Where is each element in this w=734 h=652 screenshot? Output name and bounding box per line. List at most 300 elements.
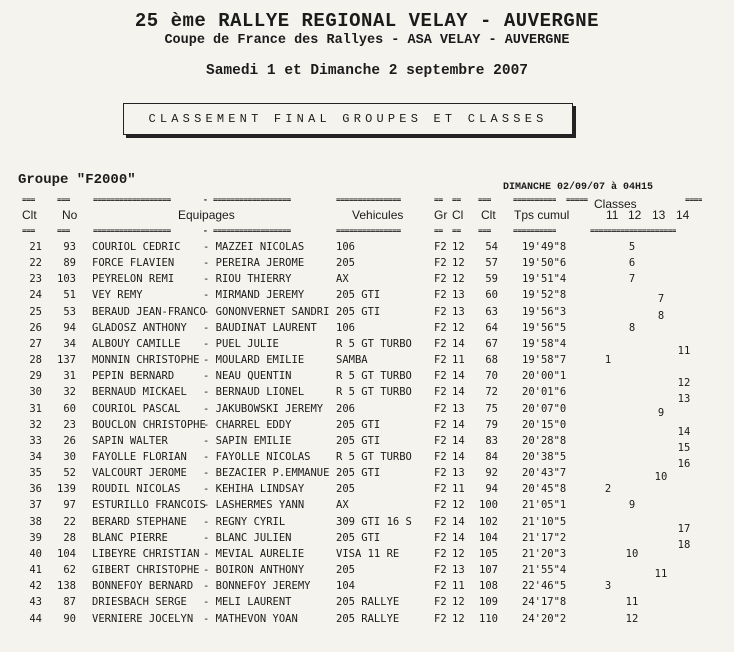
cell-no: 31 [63,370,76,383]
cell-pilot: BONNEFOY BERNARD [92,580,194,593]
classement-box [123,103,573,135]
table-row [0,369,734,390]
cell-c11: 2 [604,483,612,496]
cell-copilot: - SAPIN EMILIE [203,434,292,447]
cell-no: 52 [63,467,76,480]
cell-no: 34 [63,337,76,350]
table-row [0,579,734,593]
cell-clt2: 100 [479,499,498,512]
cell-tps: 21'55"4 [522,564,567,576]
cell-no: 104 [57,547,76,560]
cell-no: 89 [63,257,76,270]
cell-cl: 12 [452,612,465,625]
cell-vehicle: R 5 GT TURBO [336,450,412,463]
cell-gr: F2 [434,450,447,463]
cell-copilot: - LASHERMES YANN [203,499,305,512]
cell-clt2: 57 [485,257,498,270]
cell-c12: 9 [628,499,636,512]
cell-clt2: 84 [485,450,498,463]
cell-clt2: 102 [479,515,498,528]
cell-clt: 31 [29,402,42,415]
cell-c13: 8 [657,309,665,322]
cell-clt: 34 [29,450,42,463]
cell-c13: 9 [657,406,665,419]
cell-pilot: BLANC PIERRE [92,531,168,544]
cell-clt: 29 [29,370,42,383]
col-class-14: 14 [676,208,690,222]
cell-tps: 21'10"5 [522,515,567,528]
table-row [0,256,734,270]
table-row [0,547,734,561]
sep-pilot: ================== [93,226,171,235]
cell-vehicle: VISA 11 RE [336,547,400,560]
cell-tps: 19'56"5 [522,321,567,334]
sep-cl: == [452,226,461,235]
cell-tps: 20'00"1 [522,370,567,383]
cell-clt: 25 [29,305,42,318]
cell-clt: 24 [29,289,42,302]
cell-vehicle: AX [336,499,349,512]
table-row [0,402,734,419]
cell-gr: F2 [434,467,447,480]
cell-pilot: DRIESBACH SERGE [92,596,187,609]
cell-no: 53 [63,305,76,318]
rally-dates: Samedi 1 et Dimanche 2 septembre 2007 [206,63,528,79]
col-gr: Gr [434,208,448,222]
cell-pilot: GLADOSZ ANTHONY [92,321,187,334]
cell-clt2: 59 [485,273,498,286]
cell-copilot: - RIOU THIERRY [203,273,292,286]
cell-c14: 12 [677,377,691,390]
cell-gr: F2 [434,305,447,318]
cell-no: 93 [63,241,76,253]
cell-c12: 5 [628,241,636,253]
cell-gr: F2 [434,612,447,625]
cell-vehicle: 106 [336,241,355,253]
cell-pilot: PEYRELON REMI [92,273,175,286]
cell-gr: F2 [434,531,447,544]
cell-clt2: 67 [485,337,498,350]
cell-vehicle: 106 [336,321,355,334]
cell-vehicle: 205 GTI [336,434,381,447]
cell-cl: 14 [452,450,465,463]
cell-c14: 18 [677,538,691,551]
cell-pilot: BERNAUD MICKAEL [92,386,187,399]
cell-no: 62 [63,564,76,576]
cell-tps: 19'58"7 [522,354,567,366]
sep-clt2: === [478,195,491,204]
table-row [0,531,734,551]
table-row [0,450,734,470]
cell-copilot: - MIRMAND JEREMY [203,289,305,302]
cell-tps: 19'50"6 [522,257,567,270]
cell-c12: 11 [625,596,639,609]
cell-clt2: 105 [479,547,498,560]
cell-pilot: LIBEYRE CHRISTIAN [92,547,200,560]
cell-cl: 12 [452,241,465,253]
cell-c14: 17 [677,522,691,535]
cell-gr: F2 [434,354,447,366]
cell-pilot: VALCOURT JEROME [92,467,187,480]
cell-cl: 11 [452,580,465,593]
cell-clt: 43 [29,596,42,609]
sep-no: === [57,195,70,204]
cell-tps: 21'20"3 [522,547,567,560]
cell-copilot: - MEVIAL AURELIE [203,547,305,560]
cell-tps: 20'43"7 [522,467,567,480]
col-equipages: Equipages [178,208,235,222]
cell-no: 139 [57,483,76,496]
cell-vehicle: 206 [336,402,355,415]
cell-gr: F2 [434,370,447,383]
table-row [0,353,734,367]
cell-tps: 20'07"0 [522,402,567,415]
cell-copilot: - BAUDINAT LAURENT [203,321,317,334]
cell-gr: F2 [434,418,447,431]
cell-cl: 12 [452,273,465,286]
cell-clt2: 108 [479,580,498,593]
cell-tps: 21'17"2 [522,531,567,544]
sep-no: === [57,226,70,235]
cell-c14: 11 [677,344,691,357]
table-row [0,240,734,254]
cell-no: 94 [63,321,76,334]
cell-vehicle: 309 GTI 16 S [336,515,412,528]
cell-c12: 7 [628,273,636,286]
cell-tps: 19'56"3 [522,305,567,318]
cell-c12: 12 [625,612,639,625]
cell-clt: 35 [29,467,42,480]
cell-pilot: COURIOL CEDRIC [92,241,181,253]
cell-copilot: - BLANC JULIEN [203,531,292,544]
cell-clt: 26 [29,321,42,334]
cell-no: 32 [63,386,76,399]
cell-copilot: - BERNAUD LIONEL [203,386,305,399]
cell-clt2: 107 [479,564,498,576]
table-row [0,337,734,357]
cell-clt2: 72 [485,386,498,399]
cell-clt: 32 [29,418,42,431]
cell-c12: 6 [628,257,636,270]
col-class-11: 11 [606,208,619,222]
table-row [0,434,734,454]
col-clt: Clt [22,208,37,222]
table-row [0,563,734,580]
cell-clt2: 54 [485,241,498,253]
cell-tps: 20'28"8 [522,434,567,447]
cell-pilot: BOUCLON CHRISTOPHE [92,418,206,431]
cell-pilot: GIBERT CHRISTOPHE [92,564,200,576]
cell-clt2: 110 [479,612,498,625]
col-cl: Cl [452,208,464,222]
cell-clt2: 75 [485,402,498,415]
cell-copilot: - CHARREL EDDY [203,418,292,431]
cell-tps: 19'58"4 [522,337,567,350]
cell-clt2: 104 [479,531,498,544]
cell-pilot: BERAUD JEAN-FRANCO [92,305,206,318]
cell-pilot: BERARD STEPHANE [92,515,187,528]
sep-clt2: === [478,226,491,235]
sep-vehicle: =============== [336,226,401,235]
cell-tps: 24'17"8 [522,596,567,609]
table-row [0,515,734,535]
cell-cl: 14 [452,418,465,431]
cell-cl: 14 [452,370,465,383]
sep-pilot: ================== [93,195,171,204]
cell-cl: 12 [452,321,465,334]
cell-c14: 14 [677,425,691,438]
cell-vehicle: 205 [336,483,355,496]
cell-gr: F2 [434,499,447,512]
sep-dash: - [203,195,208,204]
cell-c11: 1 [604,354,612,366]
cell-vehicle: 205 [336,257,355,270]
group-title: Groupe "F2000" [18,172,136,188]
cell-no: 138 [57,580,76,593]
cell-tps: 20'38"5 [522,450,567,463]
cell-copilot: - MAZZEI NICOLAS [203,241,305,253]
cell-cl: 12 [452,257,465,270]
cell-vehicle: 205 RALLYE [336,596,400,609]
cell-gr: F2 [434,273,447,286]
cell-pilot: FORCE FLAVIEN [92,257,175,270]
sep-gr: == [434,195,443,204]
cell-c12: 10 [625,547,639,560]
cell-vehicle: R 5 GT TURBO [336,386,412,399]
cell-clt: 40 [29,547,42,560]
cell-clt2: 92 [485,467,498,480]
cell-cl: 11 [452,483,465,496]
cell-pilot: MONNIN CHRISTOPHE [92,354,200,366]
table-row [0,612,734,626]
cell-clt2: 64 [485,321,498,334]
cell-no: 137 [57,354,76,366]
cell-pilot: ALBOUY CAMILLE [92,337,181,350]
cell-clt2: 70 [485,370,498,383]
cell-gr: F2 [434,321,447,334]
classement-title: CLASSEMENT FINAL GROUPES ET CLASSES [148,112,548,126]
cell-gr: F2 [434,402,447,415]
cell-cl: 12 [452,596,465,609]
cell-clt: 37 [29,499,42,512]
cell-clt: 36 [29,483,42,496]
cell-copilot: - MOULARD EMILIE [203,354,305,366]
cell-pilot: PEPIN BERNARD [92,370,175,383]
cell-clt: 30 [29,386,42,399]
sep-vehicle: =============== [336,195,401,204]
cell-cl: 14 [452,515,465,528]
sep-dash: - [203,226,208,235]
table-row [0,385,734,406]
cell-gr: F2 [434,596,447,609]
cell-gr: F2 [434,547,447,560]
cell-copilot: - MELI LAURENT [203,596,292,609]
cell-c13: 11 [654,568,668,580]
rally-subtitle: Coupe de France des Rallyes - ASA VELAY - AUVERGNE [164,33,570,48]
cell-tps: 20'45"8 [522,483,567,496]
cell-cl: 14 [452,531,465,544]
sep-classes-b: ==== [685,195,703,204]
cell-copilot: - JAKUBOWSKI JEREMY [203,402,324,415]
cell-pilot: SAPIN WALTER [92,434,168,447]
cell-cl: 13 [452,467,465,480]
cell-gr: F2 [434,515,447,528]
cell-tps: 20'15"0 [522,418,567,431]
cell-no: 22 [63,515,76,528]
cell-pilot: COURIOL PASCAL [92,402,181,415]
cell-c14: 13 [677,393,691,406]
cell-clt: 38 [29,515,42,528]
cell-clt: 42 [29,580,42,593]
cell-clt: 23 [29,273,42,286]
cell-clt: 21 [29,241,42,253]
cell-clt: 28 [29,354,42,366]
cell-gr: F2 [434,257,447,270]
cell-clt: 44 [29,612,42,625]
cell-gr: F2 [434,483,447,496]
cell-copilot: - PEREIRA JEROME [203,257,305,270]
cell-cl: 12 [452,547,465,560]
sep-copilot: ================== [213,226,291,235]
cell-gr: F2 [434,241,447,253]
cell-cl: 14 [452,386,465,399]
cell-vehicle: R 5 GT TURBO [336,370,412,383]
cell-c14: 15 [677,441,691,454]
cell-c14: 16 [677,457,691,470]
cell-cl: 11 [452,354,465,366]
cell-vehicle: 205 GTI [336,418,381,431]
cell-copilot: - BONNEFOY JEREMY [203,580,311,593]
cell-cl: 12 [452,499,465,512]
cell-no: 23 [63,418,76,431]
sep-tps: ========== [513,226,557,235]
cell-copilot: - BOIRON ANTHONY [203,564,305,576]
table-row [0,418,734,438]
sep-clt: === [22,195,35,204]
cell-clt: 41 [29,564,42,576]
cell-vehicle: 205 GTI [336,305,381,318]
col-clt2: Clt [481,208,496,222]
cell-gr: F2 [434,434,447,447]
cell-c11: 3 [604,580,612,593]
cell-copilot: - MATHEVON YOAN [203,612,298,625]
cell-gr: F2 [434,289,447,302]
classes-header: Classes [594,197,637,211]
cell-clt2: 79 [485,418,498,431]
cell-clt: 39 [29,531,42,544]
cell-copilot: - KEHIHA LINDSAY [203,483,305,496]
cell-copilot: - REGNY CYRIL [203,515,286,528]
sep-classes-a: ===== [566,195,588,204]
table-row [0,305,734,322]
cell-copilot: - BEZACIER P.EMMANUE [203,467,330,480]
cell-copilot: - NEAU QUENTIN [203,370,292,383]
col-vehicules: Vehicules [352,208,404,222]
sep-copilot: ================== [213,195,291,204]
cell-vehicle: 205 [336,564,355,576]
cell-clt2: 60 [485,289,498,302]
cell-gr: F2 [434,580,447,593]
cell-tps: 20'01"6 [522,386,567,399]
sep-gr: == [434,226,443,235]
cell-clt2: 83 [485,434,498,447]
cell-tps: 22'46"5 [522,580,567,593]
cell-tps: 19'49"8 [522,241,567,253]
cell-clt: 33 [29,434,42,447]
col-class-12: 12 [628,208,642,222]
cell-cl: 13 [452,402,465,415]
cell-vehicle: 205 GTI [336,289,381,302]
col-tps: Tps cumul [514,208,570,222]
cell-clt: 27 [29,337,42,350]
cell-no: 26 [63,434,76,447]
sep-classes-full: ==================== [590,226,677,235]
cell-cl: 13 [452,564,465,576]
sep-cl: == [452,195,461,204]
cell-tps: 19'51"4 [522,273,567,286]
cell-vehicle: SAMBA [336,354,368,366]
cell-c12: 8 [628,321,636,334]
cell-no: 51 [63,289,76,302]
cell-clt: 22 [29,257,42,270]
cell-clt2: 68 [485,354,498,366]
rally-title: 25 ème RALLYE REGIONAL VELAY - AUVERGNE [134,10,600,32]
cell-clt2: 63 [485,305,498,318]
cell-pilot: VEY REMY [92,289,143,302]
timestamp: DIMANCHE 02/09/07 à 04H15 [503,182,654,193]
cell-cl: 14 [452,434,465,447]
table-row [0,321,734,335]
cell-pilot: ROUDIL NICOLAS [92,483,181,496]
cell-vehicle: 104 [336,580,355,593]
sep-tps: ========== [513,195,557,204]
cell-vehicle: R 5 GT TURBO [336,337,412,350]
cell-pilot: VERNIERE JOCELYN [92,612,194,625]
cell-pilot: FAYOLLE FLORIAN [92,450,187,463]
cell-gr: F2 [434,337,447,350]
cell-no: 103 [57,273,76,286]
cell-vehicle: 205 GTI [336,467,381,480]
cell-no: 97 [63,499,76,512]
cell-cl: 13 [452,305,465,318]
cell-tps: 24'20"2 [522,612,567,625]
cell-no: 90 [63,612,76,625]
table-row [0,482,734,496]
cell-no: 28 [63,531,76,544]
cell-vehicle: AX [336,273,349,286]
cell-gr: F2 [434,564,447,576]
table-row [0,466,734,484]
cell-cl: 14 [452,337,465,350]
cell-clt2: 94 [485,483,498,496]
cell-tps: 21'05"1 [522,499,567,512]
separator-bottom [0,224,734,238]
cell-c13: 10 [654,471,668,484]
cell-vehicle: 205 RALLYE [336,612,400,625]
cell-clt2: 109 [479,596,498,609]
cell-no: 60 [63,402,76,415]
cell-copilot: - PUEL JULIE [203,337,279,350]
cell-no: 87 [63,596,76,609]
col-no: No [62,208,78,222]
cell-cl: 13 [452,289,465,302]
column-headers [0,208,734,222]
cell-tps: 19'52"8 [522,289,567,302]
table-row [0,288,734,306]
cell-no: 30 [63,450,76,463]
table-row [0,595,734,609]
cell-pilot: ESTURILLO FRANCOIS [92,499,206,512]
